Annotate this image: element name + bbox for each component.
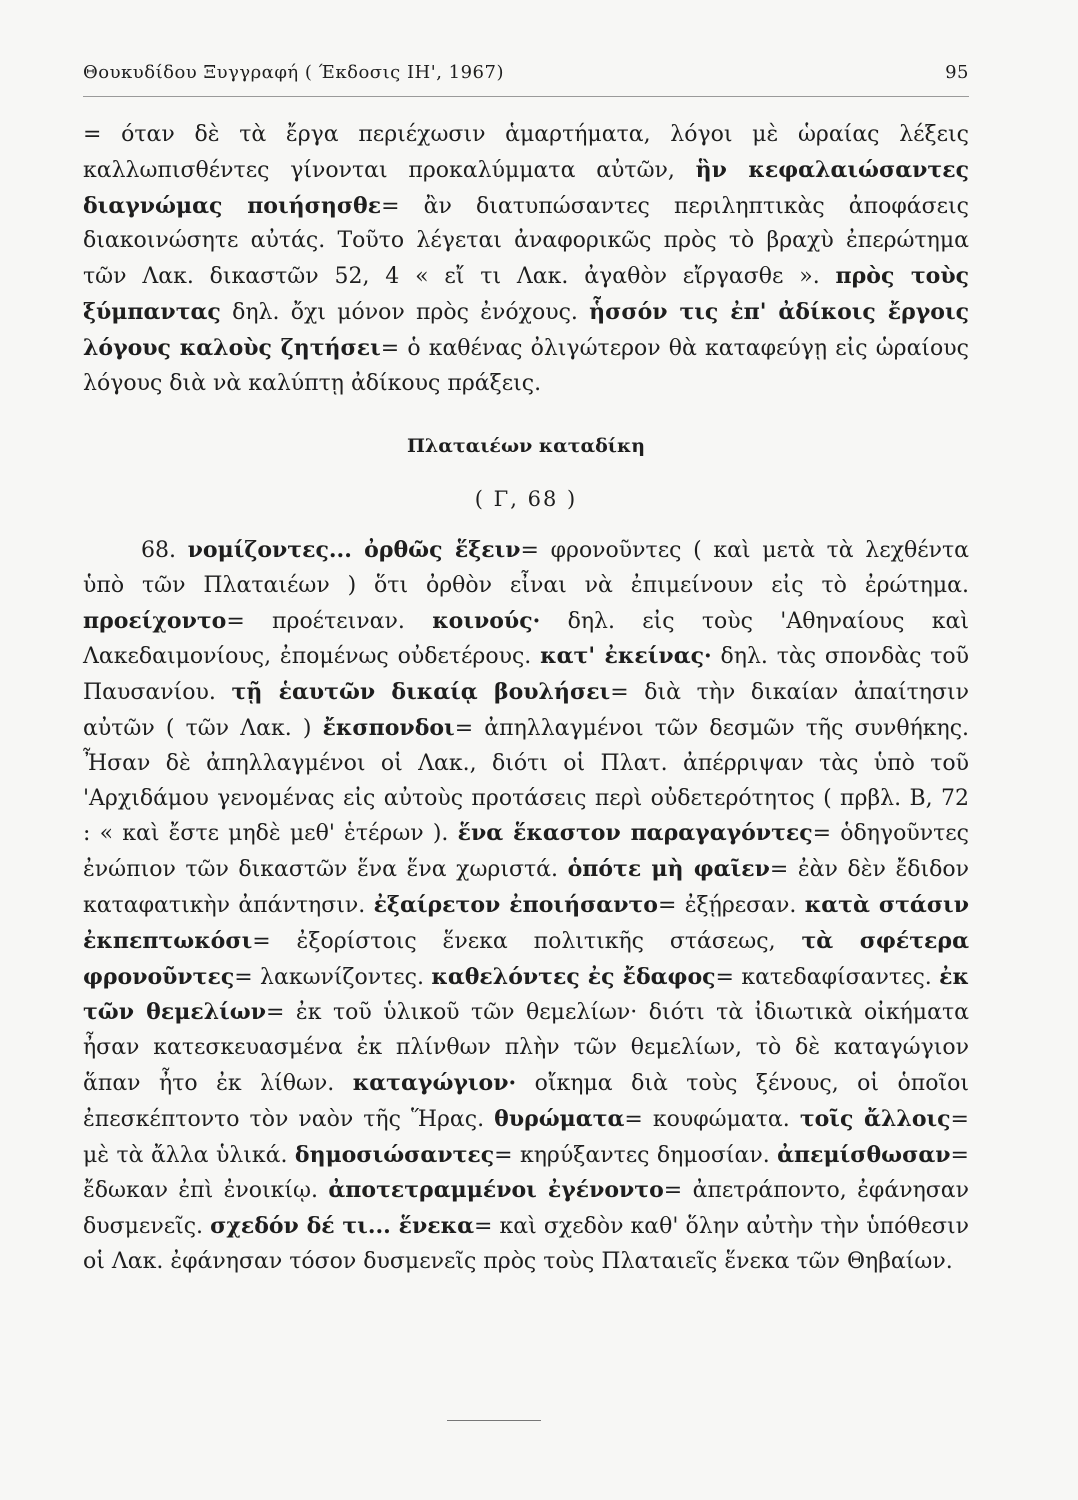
page-body <box>83 118 969 1280</box>
commentary-paragraph-1: = όταν δὲ τὰ ἔργα περιέχωσιν ἁμαρτήματα, λόγοι μὲ ὡραίας λέξεις καλλωπισθέντες γίνονται προκαλύμματα αὐτῶν, ἣν κεφαλαιώσαντες διαγνώμας ποιήσησθε= ἂν διατυπώσαντες περιληπτικὰς ἀποφάσεις διακοινώσητε αὐτάς. Τοῦτο λέγεται ἀναφορικῶς πρὸς τὸ βραχὺ ἐπερώτημα τῶν Λακ. δικαστῶν 52, 4 « εἴ τι Λακ. ἀγαθὸν εἴργασθε ». πρὸς τοὺς ξύμπαντας δηλ. ὄχι μόνον πρὸς ἐνόχους. ἧσσόν τις ἐπ' ἀδίκοις ἔργοις λόγους καλοὺς ζητήσει= ὁ καθένας ὀλιγώτερον θὰ καταφεύγῃ εἰς ὡραίους λόγους διὰ νὰ καλύπτῃ ἀδίκους πράξεις. <box>83 122 969 396</box>
section-reference: ( Γ, 68 ) <box>474 487 578 512</box>
header-rule <box>83 96 969 97</box>
running-title: Θουκυδίδου Ξυγγραφή ( Έκδοσις ΙΗ', 1967) <box>83 62 504 83</box>
page-number: 95 <box>945 62 969 83</box>
footer-rule <box>447 1420 541 1421</box>
commentary-paragraph-68: 68. νομίζοντες... ὀρθῶς ἕξειν= φρονοῦντες ( καὶ μετὰ τὰ λεχθέντα ὑπὸ τῶν Πλαταιέων ) ὅτι ὀρθὸν εἶναι νὰ ἐπιμείνουν εἰς τὸ ἐρώτημα. προείχοντο= προέτειναν. κοινούς· δηλ. εἰς τοὺς 'Αθηναίους καὶ Λακεδαιμονίους, ἐπομένως οὐδετέρους. κατ' ἐκείνας· δηλ. τὰς σπονδὰς τοῦ Παυσανίου. τῇ ἑαυτῶν δικαίᾳ βουλήσει= διὰ τὴν δικαίαν ἀπαίτησιν αὐτῶν ( τῶν Λακ. ) ἔκσπονδοι= ἀπηλλαγμένοι τῶν δεσμῶν τῆς συνθήκης. Ἦσαν δὲ ἀπηλλαγμένοι οἱ Λακ., διότι οἱ Πλατ. ἀπέρριψαν τὰς ὑπὸ τοῦ 'Αρχιδάμου γενομένας εἰς αὐτοὺς προτάσεις περὶ οὐδετερότητος ( πρβλ. Β, 72 : « καὶ ἔστε μηδὲ μεθ' ἑτέρων ). ἕνα ἕκαστον παραγαγόντες= ὁδηγοῦντες ἐνώπιον τῶν δικαστῶν ἕνα ἕνα χωριστά. ὁπότε μὴ φαῖεν= ἐὰν δὲν ἔδιδον καταφατικὴν ἀπάντησιν. ἐξαίρετον ἐποιήσαντο= ἐξῄρεσαν. κατὰ στάσιν ἐκπεπτωκόσι= ἐξορίστοις ἕνεκα πολιτικῆς στάσεως, τὰ σφέτερα φρονοῦντες= λακωνίζοντες. καθελόντες ἐς ἔδαφος= κατεδαφίσαντες. ἐκ τῶν θεμελίων= ἐκ τοῦ ὑλικοῦ τῶν θεμελίων· διότι τὰ ἰδιωτικὰ οἰκήματα ἦσαν κατεσκευασμένα ἐκ πλίνθων πλὴν τῶν θεμελίων, τὸ δὲ καταγώγιον ἅπαν ἦτο ἐκ λίθων. καταγώγιον· οἴκημα διὰ τοὺς ξένους, οἱ ὁποῖοι ἐπεσκέπτοντο τὸν ναὸν τῆς Ἥρας. θυρώματα= κουφώματα. τοῖς ἄλλοις= μὲ τὰ ἄλλα ὑλικά. δημοσιώσαντες= κηρύξαντες δημοσίαν. ἀπεμίσθωσαν= ἔδωκαν ἐπὶ ἐνοικίῳ. ἀποτετραμμένοι ἐγένοντο= ἀπετράποντο, ἐφάνησαν δυσμενεῖς. σχεδόν δέ τι... ἕνεκα= καὶ σχεδὸν καθ' ὅλην αὐτὴν τὴν ὑπόθεσιν οἱ Λακ. ἐφάνησαν τόσον δυσμενεῖς πρὸς τοὺς Πλαταιεῖς ἕνεκα τῶν Θηβαίων. <box>83 536 970 1274</box>
section-title: Πλαταιέων καταδίκη <box>406 435 646 458</box>
running-header <box>83 62 969 83</box>
